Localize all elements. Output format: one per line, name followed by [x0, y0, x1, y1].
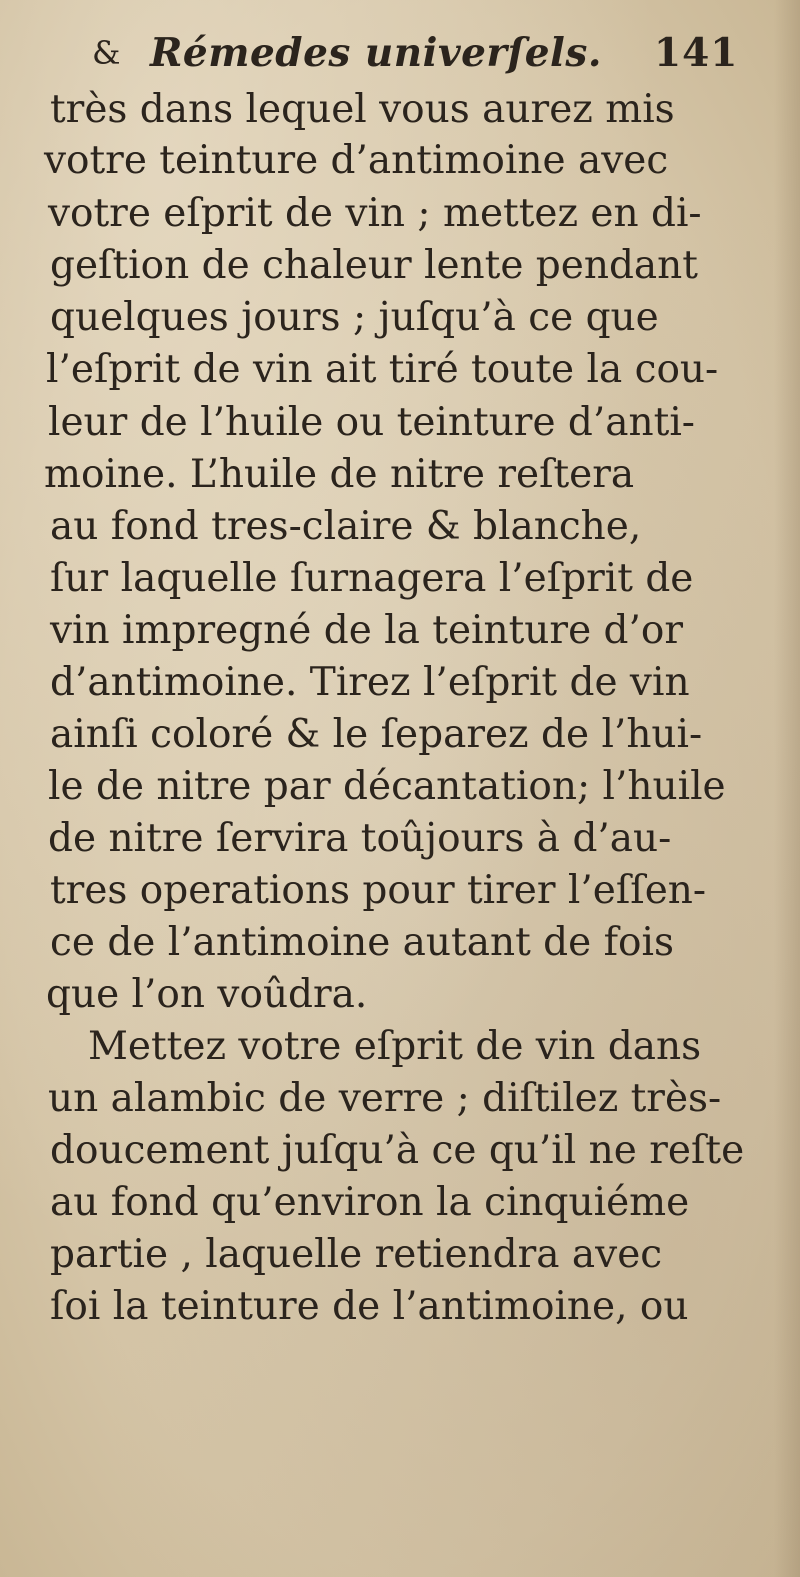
text-line: geſtion de chaleur lente pendant: [50, 243, 698, 288]
text-line: votre eſprit de vin ; mettez en di-: [48, 191, 702, 236]
text-line: ainſi coloré & le ſeparez de l’hui-: [50, 712, 703, 757]
text-line: ce de l’antimoine autant de fois: [50, 920, 674, 965]
text-line: partie , laquelle retiendra avec: [50, 1232, 663, 1277]
text-line: l’eſprit de vin ait tiré toute la cou-: [46, 347, 719, 392]
text-line: quelques jours ; juſqu’à ce que: [50, 295, 659, 340]
text-line: d’antimoine. Tirez l’eſprit de vin: [50, 660, 690, 705]
text-line: ſur laquelle ſurnagera l’eſprit de: [50, 556, 694, 601]
text-line: très dans lequel vous aurez mis: [50, 87, 675, 132]
text-line: au fond qu’environ la cinquiéme: [50, 1180, 690, 1225]
running-header: [0, 30, 800, 90]
text-line: ſoi la teinture de l’antimoine, ou: [50, 1284, 689, 1329]
text-line: doucement juſqu’à ce qu’il ne reſte: [50, 1128, 745, 1173]
header-ornament: &: [92, 34, 121, 72]
page-edge-shadow: [774, 0, 800, 1577]
text-line: que l’on voûdra.: [46, 972, 368, 1017]
text-line: leur de l’huile ou teinture d’anti-: [48, 400, 695, 445]
text-line: votre teinture d’antimoine avec: [44, 138, 669, 183]
text-line: de nitre ſervira toûjours à d’au-: [48, 816, 672, 861]
text-line: tres operations pour tirer l’eſſen-: [50, 868, 707, 913]
text-line: au fond tres-claire & blanche,: [50, 504, 642, 549]
running-title: Rémedes univerſels.: [150, 30, 602, 76]
page-number: 141: [654, 30, 739, 76]
text-line: moine. L’huile de nitre reſtera: [44, 452, 635, 497]
text-line: le de nitre par décantation; l’huile: [48, 764, 726, 809]
text-line: vin impregné de la teinture d’or: [50, 608, 684, 653]
text-line: Mettez votre eſprit de vin dans: [88, 1024, 702, 1069]
text-line: un alambic de verre ; diſtilez très-: [48, 1076, 722, 1121]
